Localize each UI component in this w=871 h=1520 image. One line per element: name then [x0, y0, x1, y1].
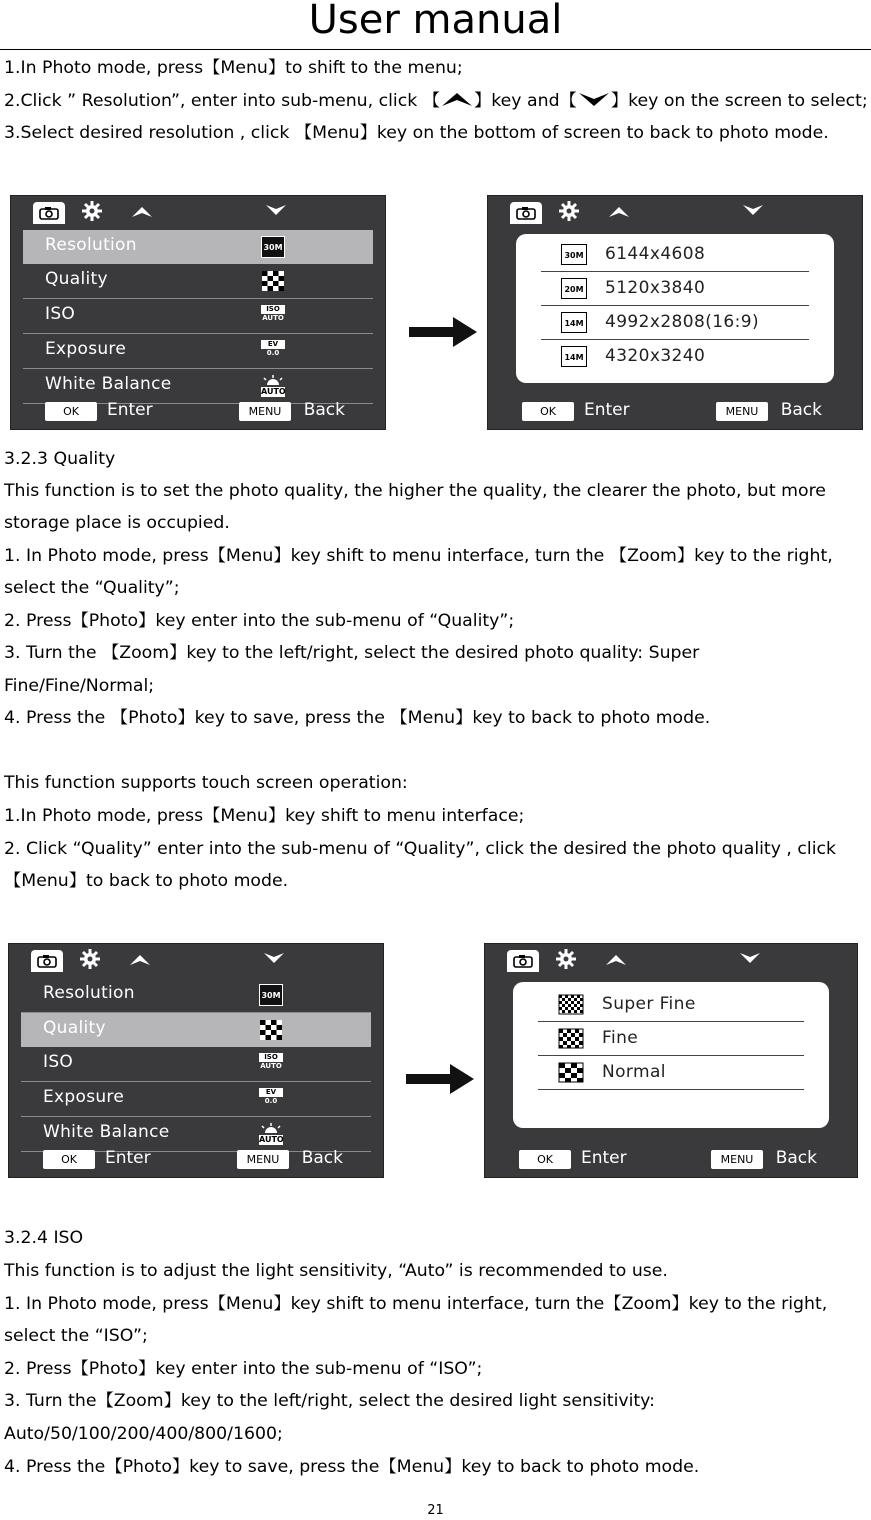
- menu-item-resolution[interactable]: [21, 978, 371, 1013]
- scroll-up-icon[interactable]: [605, 952, 627, 966]
- scroll-down-icon[interactable]: [263, 952, 285, 966]
- iso-auto-icon: ISO AUTO: [260, 1053, 282, 1070]
- enter-label: Enter: [105, 1148, 151, 1168]
- gear-icon[interactable]: [81, 200, 103, 222]
- menu-item-quality[interactable]: [21, 1013, 371, 1047]
- menu-item-label: Quality: [45, 269, 108, 289]
- iso-auto-icon: ISO AUTO: [262, 305, 284, 322]
- quality-text-line: select the “Quality”;: [4, 578, 180, 598]
- scroll-up-icon[interactable]: [131, 204, 153, 218]
- menu-item-label: Resolution: [45, 235, 137, 255]
- fine-checker-icon: [558, 1028, 584, 1049]
- quality-text-line: 1. In Photo mode, press【Menu】key shift to menu interface, turn the 【Zoom】key to the right,: [4, 546, 833, 566]
- quality-option-fine[interactable]: [538, 1022, 804, 1056]
- quality-option-label: Super Fine: [602, 994, 696, 1014]
- section-heading-quality: 3.2.3 Quality: [4, 449, 116, 469]
- menu-item-label: ISO: [43, 1052, 74, 1072]
- screen-bottom-bar: [485, 1143, 857, 1177]
- resolution-size-icon: 14M: [561, 346, 587, 367]
- title-rule: [0, 49, 871, 50]
- intro-line-1: 1.In Photo mode, press【Menu】to shift to the menu;: [4, 58, 463, 78]
- quality-option-label: Normal: [602, 1062, 666, 1082]
- resolution-option-label: 6144x4608: [605, 244, 706, 264]
- exposure-ev-icon: EV 0.0: [259, 1088, 283, 1110]
- iso-text-line: 3. Turn the【Zoom】key to the left/right, select the desired light sensitivity:: [4, 1391, 655, 1411]
- screen-bottom-bar: [488, 395, 862, 429]
- super-fine-checker-icon: [558, 994, 584, 1015]
- resolution-option[interactable]: [541, 306, 809, 340]
- quality-text-line: storage place is occupied.: [4, 513, 230, 533]
- menu-item-label: Exposure: [43, 1087, 125, 1107]
- iso-text-line: 1. In Photo mode, press【Menu】key shift to menu interface, turn the【Zoom】key to the right,: [4, 1294, 828, 1314]
- resolution-options-panel: [516, 234, 834, 383]
- quality-text-line: 3. Turn the 【Zoom】key to the left/right, select the desired photo quality: Super: [4, 643, 700, 663]
- quality-submenu-screen: [484, 943, 858, 1178]
- resolution-option[interactable]: [541, 238, 809, 272]
- up-arrow-icon: [440, 91, 474, 107]
- camera-tab[interactable]: [507, 950, 539, 972]
- back-label: Back: [780, 400, 822, 420]
- resolution-size-icon: 30M: [561, 244, 587, 265]
- ok-button[interactable]: OK: [45, 402, 97, 421]
- sun-icon: [259, 1123, 283, 1133]
- camera-icon: [37, 954, 57, 968]
- iso-text-line: 4. Press the【Photo】key to save, press the【Menu】key to back to photo mode.: [4, 1457, 700, 1477]
- gear-icon[interactable]: [558, 200, 580, 222]
- sun-icon: [261, 375, 285, 385]
- intro-line-2: 2.Click ” Resolution”, enter into sub-menu, click 【 】key and【 】key on the screen to select;: [4, 91, 868, 111]
- resolution-30m-icon: 30M: [259, 984, 283, 1006]
- iso-text-line: 2. Press【Photo】key enter into the sub-menu of “ISO”;: [4, 1359, 483, 1379]
- ok-button[interactable]: OK: [522, 402, 574, 421]
- camera-icon: [513, 954, 533, 968]
- menu-item-label: Exposure: [45, 339, 127, 359]
- resolution-option-label: 4320x3240: [605, 346, 706, 366]
- settings-menu-list: [23, 230, 373, 404]
- iso-text-line: select the “ISO”;: [4, 1326, 148, 1346]
- menu-item-label: Resolution: [43, 983, 135, 1003]
- camera-menu-screen-quality: [8, 943, 384, 1178]
- menu-button[interactable]: MENU: [237, 1150, 289, 1169]
- menu-item-resolution[interactable]: [23, 230, 373, 264]
- ok-button[interactable]: OK: [519, 1150, 571, 1169]
- menu-button[interactable]: MENU: [239, 402, 291, 421]
- quality-text-line: 【Menu】to back to photo mode.: [4, 871, 289, 891]
- scroll-up-icon[interactable]: [608, 204, 630, 218]
- screen-bottom-bar: [11, 395, 385, 429]
- screen-top-bar: [485, 944, 857, 972]
- section-heading-iso: 3.2.4 ISO: [4, 1228, 84, 1248]
- resolution-option-label: 5120x3840: [605, 278, 706, 298]
- quality-text-line: 2. Press【Photo】key enter into the sub-menu of “Quality”;: [4, 611, 515, 631]
- quality-text-line: 2. Click “Quality” enter into the sub-menu of “Quality”, click the desired the photo quality , click: [4, 839, 837, 859]
- resolution-option[interactable]: [541, 272, 809, 306]
- screen-top-bar: [9, 944, 383, 972]
- quality-checker-icon: [259, 1019, 283, 1041]
- gear-icon[interactable]: [555, 948, 577, 970]
- resolution-option[interactable]: [541, 340, 809, 373]
- scroll-down-icon[interactable]: [739, 952, 761, 966]
- quality-checker-icon: [261, 270, 285, 292]
- quality-option-label: Fine: [602, 1028, 639, 1048]
- quality-text-line: 4. Press the 【Photo】key to save, press the 【Menu】key to back to photo mode.: [4, 708, 711, 728]
- exposure-ev-icon: EV 0.0: [261, 340, 285, 362]
- back-label: Back: [301, 1148, 343, 1168]
- menu-button[interactable]: MENU: [711, 1150, 763, 1169]
- menu-item-iso[interactable]: [21, 1047, 371, 1082]
- quality-options-panel: [513, 982, 829, 1128]
- white-balance-auto-icon: AUTO: [259, 1123, 283, 1145]
- resolution-size-icon: 14M: [561, 312, 587, 333]
- scroll-up-icon[interactable]: [129, 952, 151, 966]
- menu-item-label: Quality: [43, 1018, 106, 1038]
- quality-text-line: This function is to set the photo quality, the higher the quality, the clearer the photo, but more: [4, 481, 826, 501]
- quality-option-super-fine[interactable]: [538, 988, 804, 1022]
- quality-text-line: This function supports touch screen operation:: [4, 773, 408, 793]
- settings-menu-list: [21, 978, 371, 1152]
- quality-text-line: Fine/Fine/Normal;: [4, 676, 155, 696]
- iso-text-line: This function is to adjust the light sensitivity, “Auto” is recommended to use.: [4, 1261, 668, 1281]
- scroll-down-icon[interactable]: [742, 204, 764, 218]
- page-title: User manual: [308, 0, 563, 43]
- resolution-size-icon: 20M: [561, 278, 587, 299]
- normal-checker-icon: [558, 1062, 584, 1083]
- screen-top-bar: [488, 196, 862, 224]
- menu-item-label: White Balance: [43, 1122, 170, 1142]
- menu-button[interactable]: MENU: [716, 402, 768, 421]
- quality-text-line: 1.In Photo mode, press【Menu】key shift to menu interface;: [4, 806, 525, 826]
- ok-button[interactable]: OK: [43, 1150, 95, 1169]
- menu-item-quality[interactable]: [23, 264, 373, 299]
- quality-option-normal[interactable]: [538, 1056, 804, 1090]
- back-label: Back: [303, 400, 345, 420]
- menu-item-iso[interactable]: [23, 299, 373, 334]
- camera-icon: [39, 206, 59, 220]
- screen-top-bar: [11, 196, 385, 224]
- gear-icon[interactable]: [79, 948, 101, 970]
- menu-item-label: White Balance: [45, 374, 172, 394]
- resolution-30m-icon: 30M: [261, 236, 285, 258]
- camera-tab[interactable]: [33, 202, 65, 224]
- camera-icon: [516, 206, 536, 220]
- camera-menu-screen-resolution: [10, 195, 386, 430]
- white-balance-auto-icon: AUTO: [261, 375, 285, 397]
- back-label: Back: [775, 1148, 817, 1168]
- menu-item-exposure[interactable]: [23, 334, 373, 369]
- menu-item-exposure[interactable]: [21, 1082, 371, 1117]
- enter-label: Enter: [107, 400, 153, 420]
- enter-label: Enter: [584, 400, 630, 420]
- down-arrow-icon: [577, 91, 611, 107]
- right-arrow-icon: [407, 315, 479, 349]
- screen-bottom-bar: [9, 1143, 383, 1177]
- resolution-submenu-screen: [487, 195, 863, 430]
- page-number: 21: [427, 1503, 444, 1518]
- camera-tab[interactable]: [31, 950, 63, 972]
- scroll-down-icon[interactable]: [265, 204, 287, 218]
- enter-label: Enter: [581, 1148, 627, 1168]
- intro-line-3: 3.Select desired resolution , click 【Menu】key on the bottom of screen to back to photo mode.: [4, 123, 829, 143]
- right-arrow-icon: [404, 1062, 476, 1096]
- resolution-option-label: 4992x2808(16:9): [605, 312, 760, 332]
- camera-tab[interactable]: [510, 202, 542, 224]
- iso-text-line: Auto/50/100/200/400/800/1600;: [4, 1424, 283, 1444]
- menu-item-label: ISO: [45, 304, 76, 324]
